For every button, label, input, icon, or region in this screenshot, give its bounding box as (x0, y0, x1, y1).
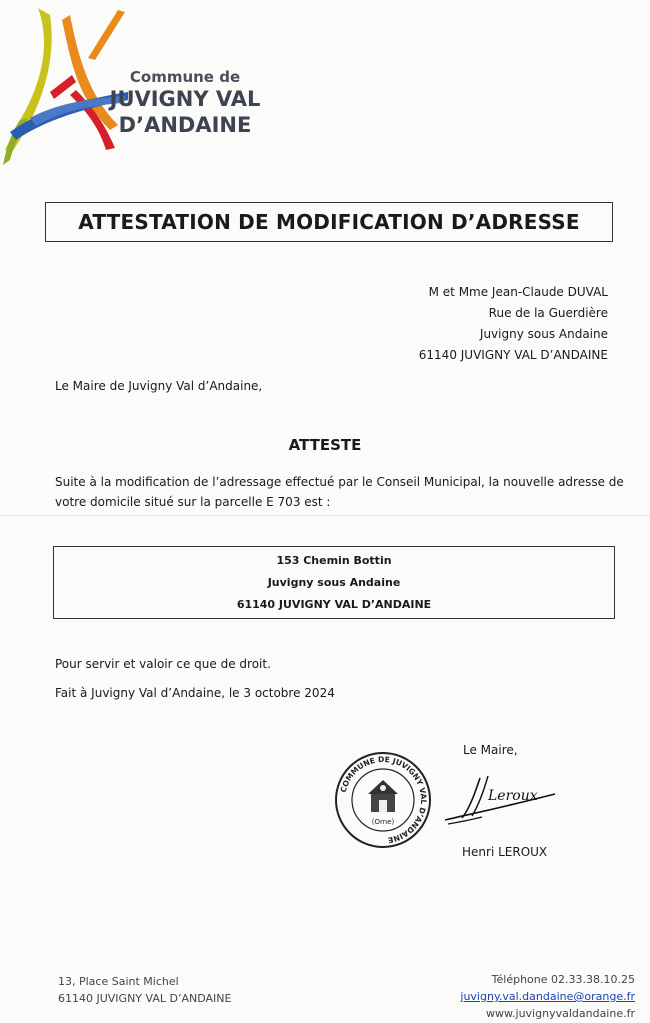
document-title: ATTESTATION DE MODIFICATION D’ADRESSE (78, 210, 580, 234)
handwritten-signature-icon (440, 770, 570, 830)
signature-text: Leroux (488, 788, 538, 804)
footer-address-line-2: 61140 JUVIGNY VAL D’ANDAINE (58, 992, 232, 1005)
logo-line-2: JUVIGNY VAL (109, 87, 261, 111)
footer-address (58, 973, 231, 1007)
municipal-stamp-icon (333, 750, 433, 850)
footer-website: www.juvignyvaldandaine.fr (486, 1007, 635, 1020)
footer-address-line-1: 13, Place Saint Michel (58, 975, 179, 988)
footer-phone: Téléphone 02.33.38.10.25 (491, 973, 635, 986)
new-address-line-2: Juvigny sous Andaine (267, 575, 401, 589)
signatory-role: Le Maire, (463, 743, 518, 757)
stamp-dept: (Orne) (371, 818, 395, 826)
new-address-line-3: 61140 JUVIGNY VAL D’ANDAINE (236, 597, 432, 611)
recipient-address (419, 282, 608, 366)
title-box (45, 202, 613, 242)
recipient-town: Juvigny sous Andaine (479, 327, 608, 341)
footer-email-link[interactable]: juvigny.val.dandaine@orange.fr (460, 990, 635, 1003)
atteste-heading: ATTESTE (288, 436, 362, 454)
recipient-street: Rue de la Guerdière (488, 306, 608, 320)
footer-contact (460, 971, 635, 1022)
stamp-text: COMMUNE DE JUVIGNY VAL D’ANDAINE (338, 754, 429, 845)
salutation: Le Maire de Juvigny Val d’Andaine, (55, 379, 263, 393)
logo-line-1: Commune de (129, 68, 241, 86)
recipient-name: M et Mme Jean-Claude DUVAL (428, 285, 608, 299)
new-address-box (53, 546, 615, 619)
closing-formula: Pour servir et valoir ce que de droit. (55, 657, 271, 671)
place-and-date: Fait à Juvigny Val d’Andaine, le 3 octobre 2024 (55, 686, 335, 700)
paper-fold-line (0, 515, 650, 516)
body-paragraph: Suite à la modification de l’adressage effectué par le Conseil Municipal, la nouvelle adresse de votre domicile situé sur la parcelle E 703 est : (55, 475, 624, 509)
logo-line-3: D’ANDAINE (118, 113, 252, 137)
recipient-postal: 61140 JUVIGNY VAL D’ANDAINE (418, 348, 608, 362)
new-address-line-1: 153 Chemin Bottin (276, 553, 392, 567)
logo-wordmark (90, 68, 280, 138)
signatory-name: Henri LEROUX (462, 845, 548, 859)
